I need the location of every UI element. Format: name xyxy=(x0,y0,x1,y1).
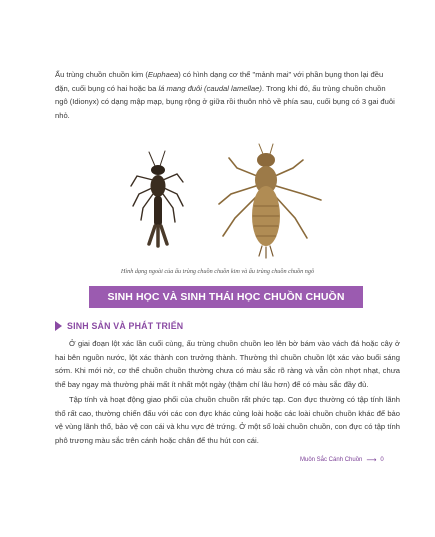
intro-text-3: . Trong khi đó, ấu trùng chuồn chuồn ngô (Idionyx) có dạng mập mạp, bụng rộng ở giữa rồi thuôn nhỏ về phía sau, cuối bụng có 3 gai đuôi nhỏ. xyxy=(55,83,395,120)
larvae-figure xyxy=(125,142,335,268)
subheading xyxy=(55,320,183,332)
intro-text-1: Ấu trùng chuồn chuồn kim ( xyxy=(55,70,148,79)
stout-larva-image xyxy=(219,144,321,258)
body-paragraph: Tập tính và hoạt động giao phối của chuồn chuồn rất phức tạp. Con đực thường có tập tính lãnh thổ rất cao, thường chiến đấu với các con đực khác cùng loài hoặc các loài chuồn chuồn khác để bảo vệ vùng lãnh thổ, bảo vệ con cái và khu vực đẻ trứng. Ở một số loài chuồn chuồn, con đực có tập tính phô trương màu sắc trên cánh hoặc chân để thu hút con cái. xyxy=(55,395,400,445)
intro-species-name: Euphaea xyxy=(147,70,179,79)
triangle-marker-icon xyxy=(55,321,62,331)
section-banner: SINH HỌC VÀ SINH THÁI HỌC CHUỒN CHUỒN xyxy=(89,286,363,308)
footer-book-title: Muôn Sắc Cánh Chuồn xyxy=(300,457,363,463)
intro-paragraph xyxy=(55,68,395,122)
arrow-right-icon: ⟶ xyxy=(366,457,377,464)
body-paragraph: Ở giai đoạn lột xác lần cuối cùng, ấu trùng chuồn chuồn leo lên bờ bám vào vách đá hoặc cây ở hai bên nguồn nước, lột xác thành con trưởng thành. Thường thì chuồn chuồn lột xác vào buổi sáng sớm. Khi mới nở, cơ thể chuồn chuồn thường chưa có màu sắc rõ ràng và vẫn còn nhợt nhạt, chưa thể bay ngay mà thường phải mất ít nhất một ngày (thậm chí lâu hơn) để có màu sắc đầy đủ. xyxy=(55,339,400,389)
larvae-illustration xyxy=(125,142,335,268)
intro-term: lá mang đuôi (caudal lamellae) xyxy=(158,83,262,93)
subheading-title: SINH SẢN VÀ PHÁT TRIỂN xyxy=(67,321,184,331)
slender-larva-image xyxy=(131,151,183,246)
intro-text-2: ) có hình dạng cơ thể "mảnh mai" với phần bụng thon lại đều đặn, cuối bụng có hai hoặc ba xyxy=(55,70,384,93)
page-number: 0 xyxy=(380,457,384,463)
figure-caption: Hình dạng ngoài của ấu trùng chuồn chuồn kim và ấu trùng chuồn chuồn ngô xyxy=(120,268,315,275)
page-footer xyxy=(300,456,384,464)
